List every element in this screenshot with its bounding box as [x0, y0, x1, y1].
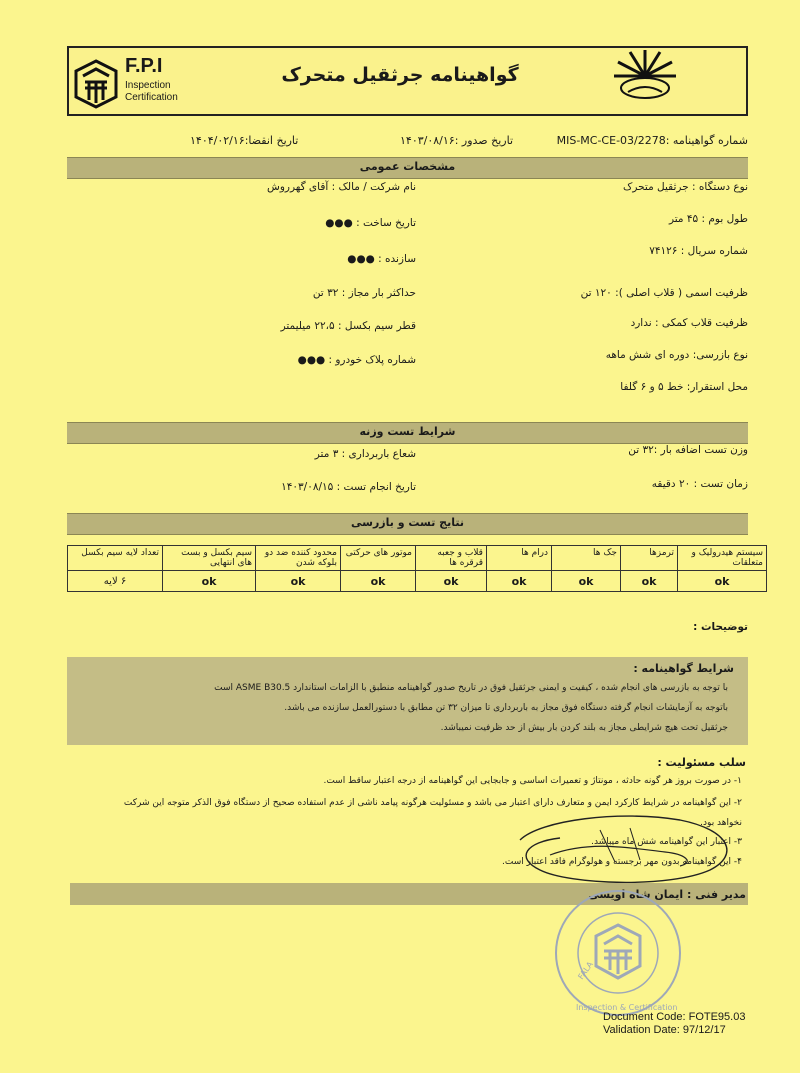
load-test-section-title: شرایط تست وزنه [359, 425, 456, 438]
result-value: ok [256, 571, 341, 592]
logo-sub-line-1: Inspection [125, 80, 171, 91]
results-column-header: ترمزها [621, 546, 678, 571]
results-table [67, 545, 767, 592]
serial-number: شماره سریال : ۷۴۱۲۶ [649, 245, 748, 257]
boom-length: طول بوم : ۴۵ متر [668, 213, 748, 225]
logo-subtitle [125, 80, 178, 104]
results-column-header: جک ها [552, 546, 621, 571]
company-emblem-icon [610, 46, 680, 108]
disclaimer-line: ۲- این گواهینامه در شرایط کارکرد ایمن و متعارف دارای اعتبار می باشد و مسئولیت هرگونه پیامد ناشی از عدم استفاده صحیح از دستگاه فوق الذکر متوجه این شرکت [123, 798, 742, 808]
fpi-logo-icon [73, 58, 119, 110]
device-type: نوع دستگاه : جرثقیل متحرک [622, 181, 748, 193]
disclaimer-line: ۴- این گواهینامه بدون مهر برجسته و هولوگرام فاقد اعتبار است. [502, 857, 742, 867]
condition-line: باتوجه به آزمایشات انجام گرفته دستگاه فوق مجاز به باربرداری تا میزان ۳۲ تن مطابق با دستورالعمل سازنده می باشد. [284, 703, 728, 713]
results-header-row [68, 546, 767, 571]
handwritten-signature-icon [480, 800, 740, 890]
test-date: تاریخ انجام تست : ۱۴۰۳/۰۸/۱۵ [281, 481, 416, 493]
expiry-date: تاریخ انقضا:۱۴۰۴/۰۲/۱۶ [190, 134, 299, 147]
result-value: ۶ لایه [68, 571, 163, 592]
condition-line: جرثقیل تحت هیچ شرایطی مجاز به بلند کردن بار بیش از حد ظرفیت نمیباشد. [440, 723, 728, 733]
aux-hook-capacity: ظرفیت قلاب کمکی : ندارد [630, 317, 748, 329]
disclaimer-line: ۳- اعتبار این گواهینامه شش ماه میباشد. [591, 837, 742, 847]
results-column-header: محدود کننده ضد دو بلوکه شدن [256, 546, 341, 571]
results-column-header: سیستم هیدرولیک و متعلقات [678, 546, 767, 571]
result-value: ok [341, 571, 416, 592]
conditions-title: شرایط گواهینامه : [633, 662, 734, 675]
lifting-radius: شعاع باربرداری : ۳ متر [314, 448, 416, 460]
results-column-header: درام ها [487, 546, 552, 571]
certificate-number: شماره گواهینامه :MIS-MC-CE-03/2278 [556, 134, 748, 147]
svg-text:FALA: FALA [576, 960, 595, 982]
company-seal-icon [548, 888, 688, 1018]
issue-date: تاریخ صدور :۱۴۰۳/۰۸/۱۶ [400, 134, 514, 147]
company-owner: نام شرکت / مالک : آقای گهرروش [267, 181, 416, 193]
location: محل استقرار: خط ۵ و ۶ گلفا [620, 381, 748, 393]
result-value: ok [621, 571, 678, 592]
document-code: Document Code: FOTE95.03 [603, 1011, 746, 1023]
max-allowed-load: حداکثر بار مجاز : ۳۲ تن [312, 287, 416, 299]
test-duration: زمان تست : ۲۰ دقیقه [651, 478, 748, 490]
result-value: ok [552, 571, 621, 592]
result-value: ok [487, 571, 552, 592]
result-value: ok [163, 571, 256, 592]
document-title: گواهینامه جرثقیل متحرک [281, 64, 519, 86]
disclaimer-line: نخواهد بود. [700, 818, 742, 828]
notes-label: توضیحات : [693, 621, 748, 633]
results-column-header: تعداد لایه سیم بکسل [68, 546, 163, 571]
disclaimer-title: سلب مسئولیت : [657, 756, 746, 769]
logo-sub-line-2: Certification [125, 92, 178, 103]
results-section-title: نتایج تست و بازرسی [351, 516, 464, 529]
result-value: ok [416, 571, 487, 592]
results-value-row [68, 571, 767, 592]
inspection-type: نوع بازرسی: دوره ای شش ماهه [605, 349, 748, 361]
results-column-header: سیم بکسل و بست های انتهایی [163, 546, 256, 571]
plate-number: شماره پلاک خودرو : ●●● [297, 354, 416, 366]
technical-manager: مدیر فنی : ایمان شاه اویسی [588, 888, 746, 901]
manufacture-date: تاریخ ساخت : ●●● [325, 217, 416, 229]
validation-date: Validation Date: 97/12/17 [603, 1024, 726, 1036]
general-section-title: مشخصات عمومی [359, 160, 456, 173]
logo-text: F.P.I [125, 55, 163, 77]
nominal-capacity: ظرفیت اسمی ( قلاب اصلی ): ۱۲۰ تن [580, 287, 748, 299]
results-column-header: موتور های حرکتی [341, 546, 416, 571]
manufacturer: سازنده : ●●● [347, 253, 416, 265]
svg-text:Inspection & Certification: Inspection & Certification [576, 1003, 678, 1012]
wire-rope-diameter: قطر سیم بکسل : ۲۲،۵ میلیمتر [280, 320, 416, 332]
disclaimer-line: ۱- در صورت بروز هر گونه حادثه ، مونتاژ و تعمیرات اساسی و جابجایی این گواهینامه از درجه اعتبار ساقط است. [323, 776, 742, 786]
result-value: ok [678, 571, 767, 592]
overload-test-weight: وزن تست اضافه بار :۳۲ تن [628, 444, 748, 456]
condition-line: با توجه به بازرسی های انجام شده ، کیفیت و ایمنی جرثقیل فوق در تاریخ صدور گواهینامه منطبق با الزامات استاندارد ASME B30.5 است [214, 683, 728, 693]
results-column-header: قلاب و جعبه قرقره ها [416, 546, 487, 571]
